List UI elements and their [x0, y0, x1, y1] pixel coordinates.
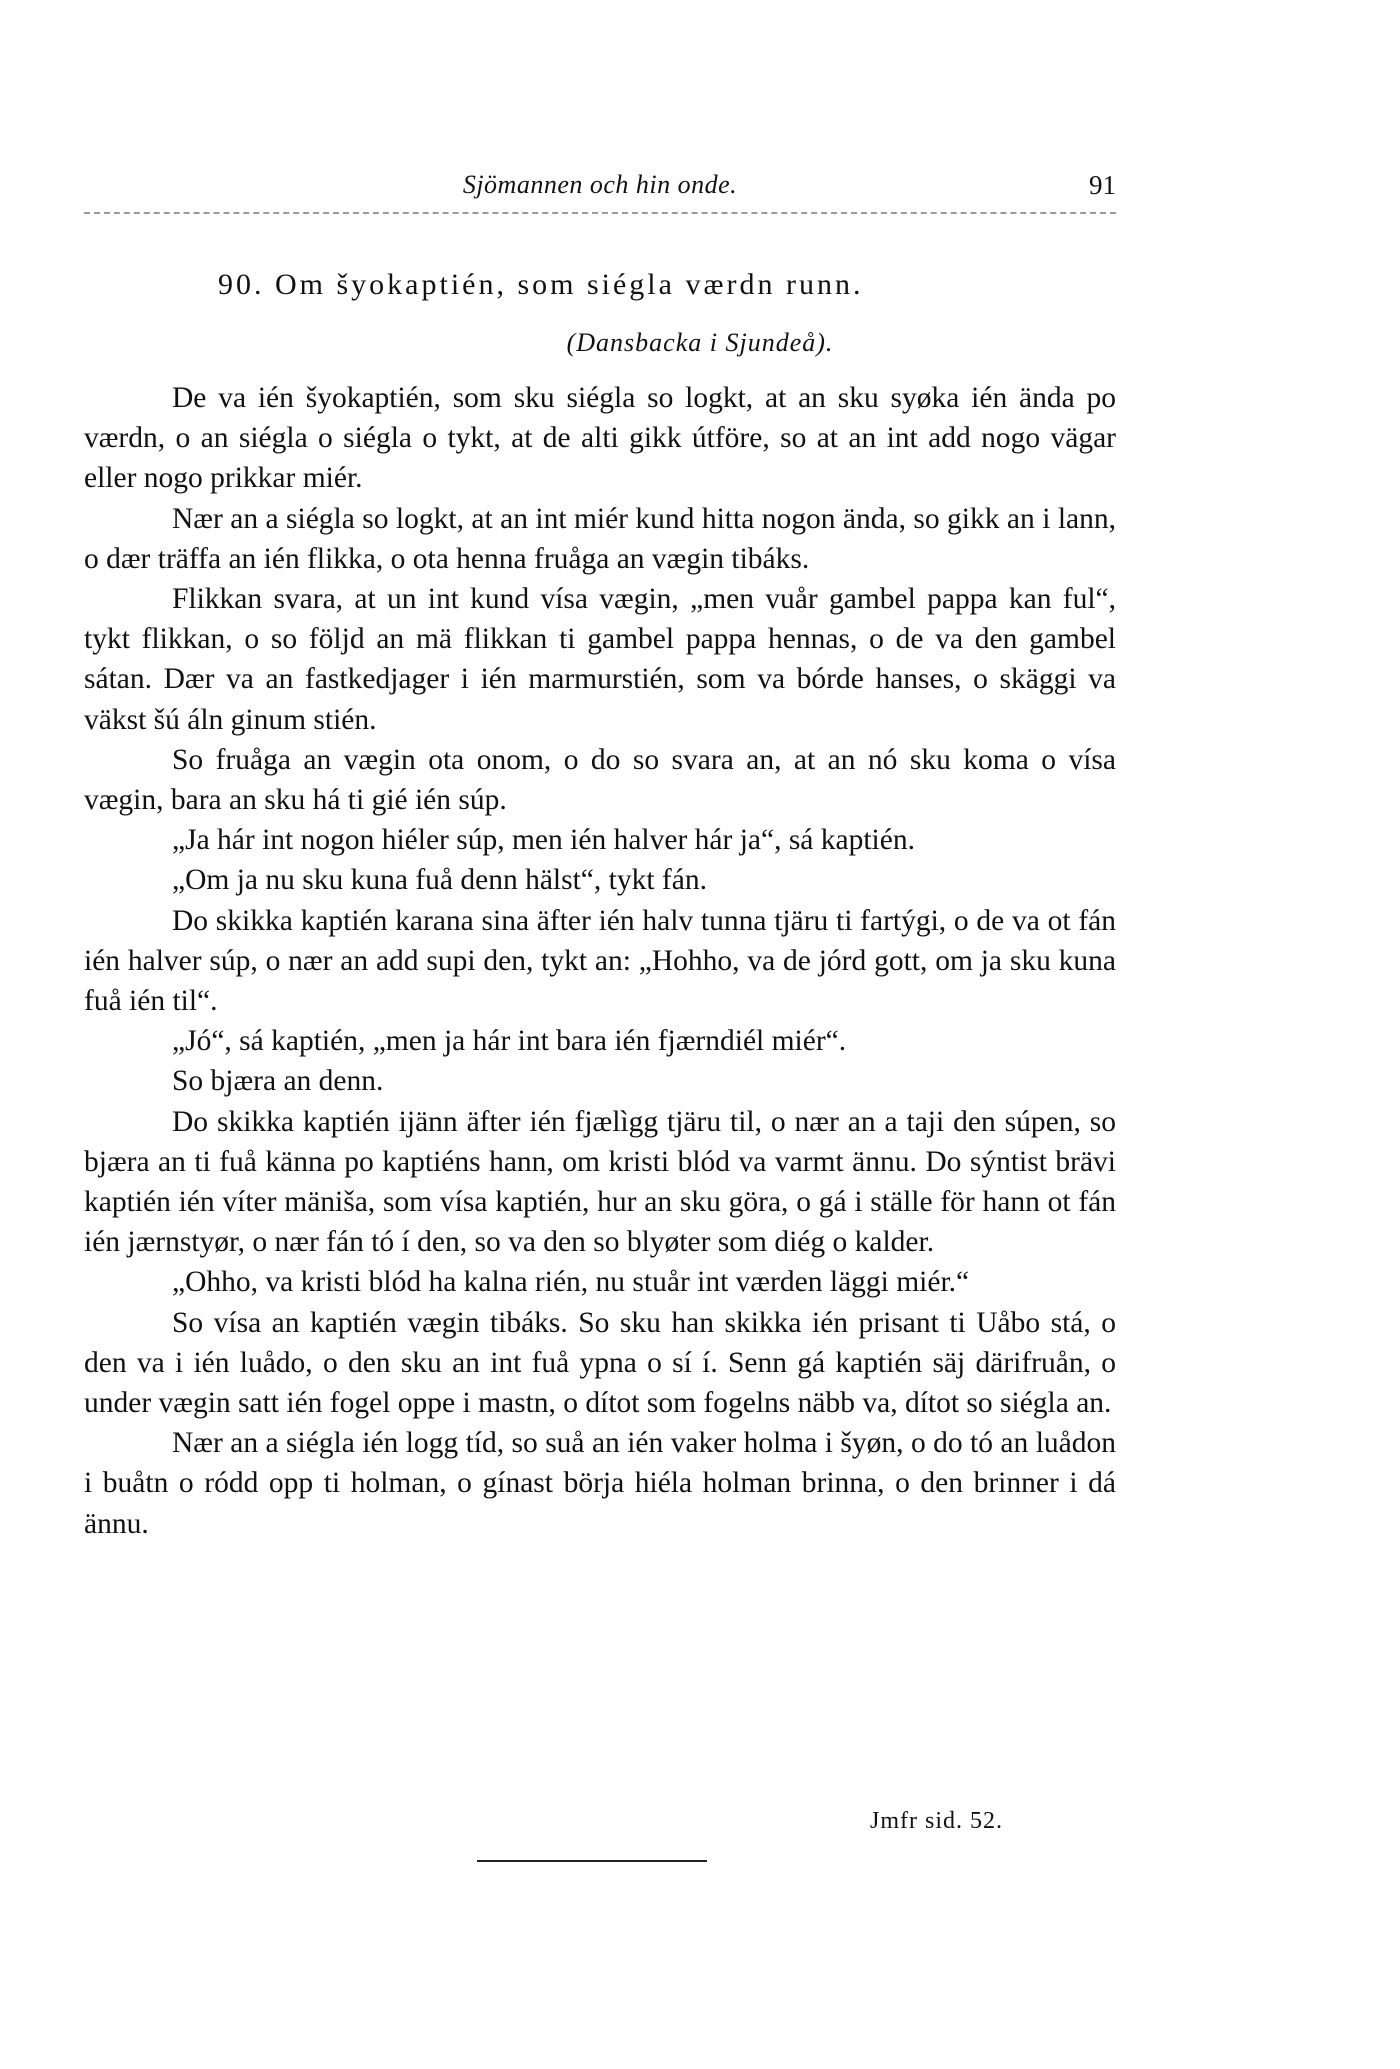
header-rule — [84, 212, 1116, 214]
paragraph: So bjæra an denn. — [172, 1065, 384, 1098]
page-number: 91 — [1089, 170, 1116, 200]
paragraph: „Ja hár int nogon hiéler súp, men ién halver hár ja“, sá kaptién. — [172, 824, 915, 857]
paragraph: Nær an a siégla so logkt, at an int miér kund hitta nogon ända, so gikk an i lann, o dær träffa an ién flikka, o ota henna fruåga an vægin tibáks. — [84, 502, 1116, 575]
paragraph: „Ohho, va kristi blód ha kalna rién, nu stuår int værden läggi miér.“ — [172, 1266, 970, 1299]
paragraph: „Om ja nu sku kuna fuå denn hälst“, tykt fán. — [172, 864, 707, 897]
story-title: 90. Om šyokaptién, som siégla værdn runn. — [218, 268, 864, 301]
paragraph: Nær an a siégla ién logg tíd, so suå an ién vaker holma i šyøn, o do tó an luådon i buåtn o ródd opp ti holman, o gínast börja hiéla holman brinna, o den brinner i dá ännu. — [84, 1427, 1116, 1540]
paragraph: „Jó“, sá kaptién, „men ja hár int bara ién fjærndiél miér“. — [172, 1025, 847, 1058]
paragraph: Do skikka kaptién ijänn äfter ién fjælìgg tjäru til, o nær an a taji den súpen, so bjæra an ti fuå känna po kaptiéns hann, om kristi blód va varmt ännu. Do sýntist brävi kaptién ién víter mänišа, som vísa kaptién, hur an sku göra, o gá i ställe för hann ot fán ién jærnstyør, o nær fán tó í den, so va den so blyøter som diég o kalder. — [84, 1105, 1116, 1259]
running-head — [84, 170, 1116, 210]
paragraph: So fruåga an vægin ota onom, o do so svara an, at an nó sku koma o vísa vægin, bara an sku há ti gié ién súp. — [84, 743, 1116, 817]
cross-reference: Jmfr sid. 52. — [870, 1808, 1003, 1834]
end-rule — [477, 1860, 707, 1862]
paragraph: Flikkan svara, at un int kund vísa vægin, „men vuår gambel pappa kan ful“, tykt flikkan, o so följd an mä flikkan ti gambel pappa hennas, o de va den gambel sátan. Dær va an fastkedjager i ién marmurstién, som va bórde hanses, o skäggi va väkst šú áln ginum stién. — [84, 583, 1116, 736]
story-source: (Dansbacka i Sjundeå). — [566, 328, 834, 357]
paragraph: De va ién šyokaptién, som sku siégla so logkt, at an sku syøka ién ända po værdn, o an siégla o siégla o tykt, at de alti gikk útföre, so at an int add nogo vägar eller nogo prikkar miér. — [84, 382, 1116, 495]
story-body — [84, 378, 1116, 1544]
paragraph: Do skikka kaptién karana sina äfter ién halv tunna tjäru ti fartýgi, o de va ot fán ién halver súp, o nær an add supi den, tykt an: „Hohho, va de jórd gott, om ja sku kuna fuå ién til“. — [84, 904, 1116, 1018]
paragraph: So vísa an kaptién vægin tibáks. So sku han skikka ién prisant ti Uåbo stá, o den va i ién luådo, o den sku an int fuå ypna o sí í. Senn gá kaptién säj därifruån, o under vægin satt ién fogel oppe i mastn, o dítot som fogelns näbb va, dítot so siégla an. — [84, 1306, 1116, 1420]
running-title: Sjömannen och hin onde. — [462, 170, 738, 199]
